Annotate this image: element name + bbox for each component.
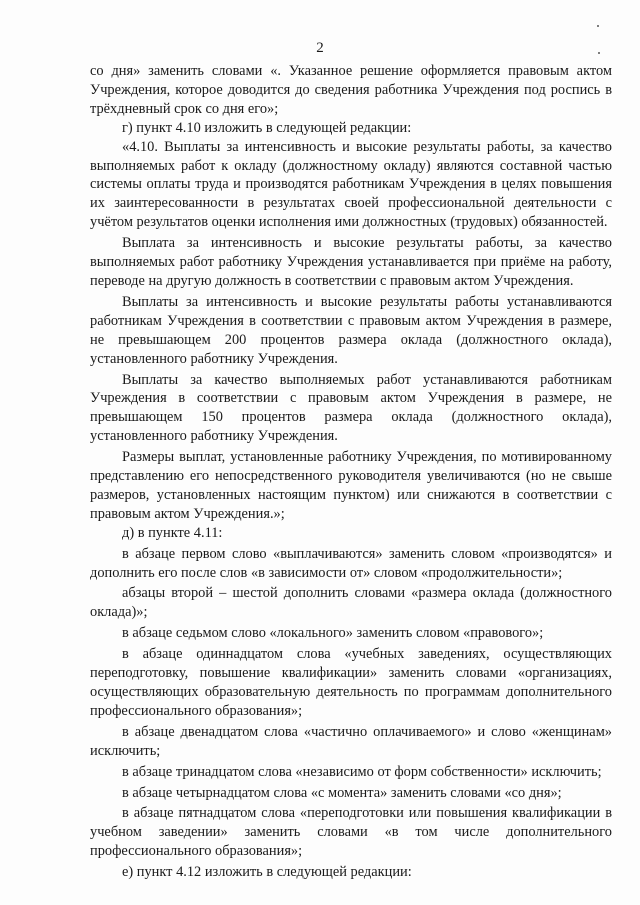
- document-body: [90, 62, 612, 882]
- scan-speck: [598, 52, 600, 54]
- paragraph: Выплаты за качество выполняемых работ устанавливаются работникам Учреждения в соответствии с правовым актом Учреждения в размере, не превышающем 150 процентов размера оклада (должностного оклада), установленного работнику Учреждения.: [90, 371, 612, 445]
- paragraph: в абзаце четырнадцатом слова «с момента» заменить словами «со дня»;: [122, 784, 562, 801]
- paragraph: «4.10. Выплаты за интенсивность и высокие результаты работы, за качество выполняемых работ к окладу (должностному окладу) являются составной частью системы оплаты труда и производятся работникам Учреждения в целях повышения их заинтересованности в результатах своей профессиональной деятельности с учётом результатов оценки исполнения ими должностных (трудовых) обязанностей.: [90, 138, 612, 231]
- paragraph: в абзаце седьмом слово «локального» заменить словом «правового»;: [122, 625, 544, 642]
- paragraph: в абзаце двенадцатом слова «частично оплачиваемого» и слово «женщинам» исключить;: [90, 723, 612, 759]
- paragraph: в абзаце первом слово «выплачиваются» заменить словом «производятся» и дополнить его после слов «в зависимости от» словом «продолжительности»;: [90, 545, 612, 581]
- paragraph: Выплаты за интенсивность и высокие результаты работы устанавливаются работникам Учреждения в соответствии с правовым актом Учреждения в размере, не превышающем 200 процентов размера оклада (должностного оклада), установленного работнику Учреждения.: [90, 293, 612, 367]
- paragraph: Размеры выплат, установленные работнику Учреждения, по мотивированному представлению его непосредственного руководителя увеличиваются (но не свыше размеров, установленных настоящим пунктом) или снижаются в соответствии с правовым актом Учреждения.»;: [90, 449, 612, 522]
- paragraph: д) в пункте 4.11:: [122, 524, 223, 541]
- paragraph: е) пункт 4.12 изложить в следующей редакции:: [122, 864, 412, 881]
- paragraph: г) пункт 4.10 изложить в следующей редакции:: [122, 119, 412, 136]
- paragraph: в абзаце одиннадцатом слова «учебных заведениях, осуществляющих переподготовку, повышение квалификации» заменить словами «организациях, осуществляющих образовательную деятельность по программам дополнительного профессионального образования»;: [90, 646, 612, 719]
- paragraph: в абзаце пятнадцатом слова «переподготовки или повышения квалификации в учебном заведении» заменить словами «в том числе дополнительного профессионального образования»;: [90, 805, 612, 860]
- scan-speck: [597, 25, 599, 27]
- paragraph: со дня» заменить словами «. Указанное решение оформляется правовым актом Учреждения, которое доводится до сведения работника Учреждения под роспись в трёхдневный срок со дня его»;: [90, 63, 612, 117]
- paragraph: Выплата за интенсивность и высокие результаты работы, за качество выполняемых работ работнику Учреждения устанавливается при приёме на работу, переводе на другую должность в соответствии с правовым актом Учреждения.: [90, 235, 612, 289]
- page-number: 2: [316, 40, 324, 56]
- paragraph: в абзаце тринадцатом слова «независимо от форм собственности» исключить;: [122, 763, 602, 780]
- paragraph: абзацы второй – шестой дополнить словами «размера оклада (должностного оклада)»;: [90, 585, 612, 621]
